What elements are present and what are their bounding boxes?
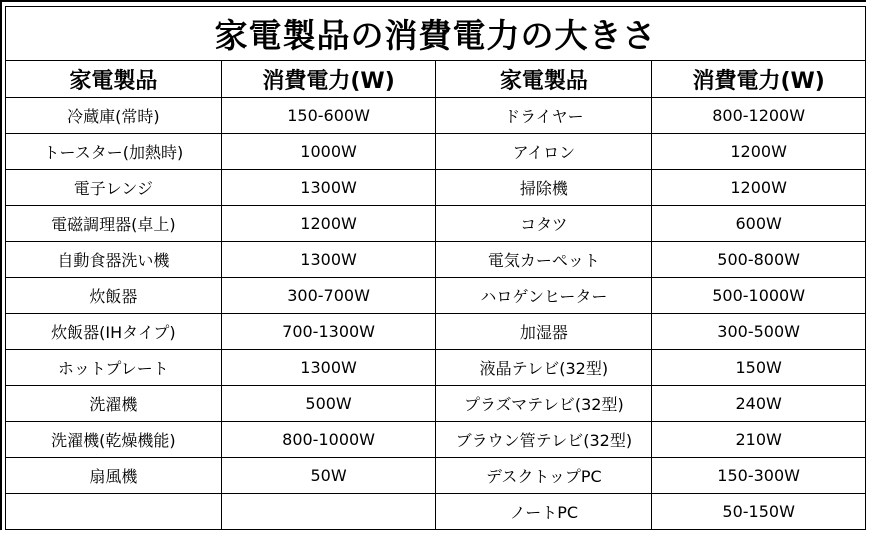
power-right-cell[interactable]: 150-300W <box>652 458 866 494</box>
appliance-left-cell[interactable]: 扇風機 <box>6 458 222 494</box>
power-left-cell[interactable]: 500W <box>221 386 436 422</box>
appliance-right-cell[interactable]: コタツ <box>436 206 652 242</box>
table-row <box>6 206 866 242</box>
appliance-left-cell[interactable]: トースター(加熱時) <box>6 134 222 170</box>
appliance-right-cell[interactable]: ブラウン管テレビ(32型) <box>436 422 652 458</box>
table-row <box>6 494 866 530</box>
power-left-cell[interactable] <box>221 494 436 530</box>
appliance-left-cell[interactable]: 炊飯器 <box>6 278 222 314</box>
appliance-right-cell[interactable]: ノートPC <box>436 494 652 530</box>
header-power-left[interactable]: 消費電力(W) <box>221 61 436 98</box>
power-right-cell[interactable]: 50-150W <box>652 494 866 530</box>
table-row <box>6 350 866 386</box>
power-left-cell[interactable]: 800-1000W <box>221 422 436 458</box>
appliance-left-cell[interactable]: 洗濯機 <box>6 386 222 422</box>
power-right-cell[interactable]: 150W <box>652 350 866 386</box>
power-left-cell[interactable]: 1300W <box>221 350 436 386</box>
appliance-left-cell[interactable]: 炊飯器(IHタイプ) <box>6 314 222 350</box>
appliance-right-cell[interactable]: ドライヤー <box>436 98 652 134</box>
power-right-cell[interactable]: 800-1200W <box>652 98 866 134</box>
appliance-right-cell[interactable]: ハロゲンヒーター <box>436 278 652 314</box>
power-left-cell[interactable]: 300-700W <box>221 278 436 314</box>
table-row <box>6 458 866 494</box>
power-left-cell[interactable]: 150-600W <box>221 98 436 134</box>
appliance-right-cell[interactable]: 電気カーペット <box>436 242 652 278</box>
power-right-cell[interactable]: 500-1000W <box>652 278 866 314</box>
power-right-cell[interactable]: 1200W <box>652 134 866 170</box>
appliance-right-cell[interactable]: デスクトップPC <box>436 458 652 494</box>
power-left-cell[interactable]: 1300W <box>221 170 436 206</box>
power-right-cell[interactable]: 1200W <box>652 170 866 206</box>
header-row <box>6 61 866 98</box>
table-title[interactable]: 家電製品の消費電力の大きさ <box>6 7 866 61</box>
power-right-cell[interactable]: 500-800W <box>652 242 866 278</box>
table-row <box>6 98 866 134</box>
power-left-cell[interactable]: 700-1300W <box>221 314 436 350</box>
table-row <box>6 422 866 458</box>
appliance-left-cell[interactable]: 自動食器洗い機 <box>6 242 222 278</box>
appliance-right-cell[interactable]: プラズマテレビ(32型) <box>436 386 652 422</box>
appliance-left-cell[interactable]: 冷蔵庫(常時) <box>6 98 222 134</box>
appliance-left-cell[interactable]: 洗濯機(乾燥機能) <box>6 422 222 458</box>
power-right-cell[interactable]: 240W <box>652 386 866 422</box>
power-consumption-table <box>5 6 866 530</box>
power-left-cell[interactable]: 1300W <box>221 242 436 278</box>
table-row <box>6 386 866 422</box>
power-right-cell[interactable]: 300-500W <box>652 314 866 350</box>
appliance-left-cell[interactable]: 電子レンジ <box>6 170 222 206</box>
appliance-right-cell[interactable]: アイロン <box>436 134 652 170</box>
table-row <box>6 134 866 170</box>
header-appliance-left[interactable]: 家電製品 <box>6 61 222 98</box>
table-row <box>6 314 866 350</box>
appliance-left-cell[interactable]: 電磁調理器(卓上) <box>6 206 222 242</box>
appliance-right-cell[interactable]: 液晶テレビ(32型) <box>436 350 652 386</box>
table-row <box>6 278 866 314</box>
appliance-right-cell[interactable]: 掃除機 <box>436 170 652 206</box>
table-row <box>6 242 866 278</box>
power-right-cell[interactable]: 600W <box>652 206 866 242</box>
header-power-right[interactable]: 消費電力(W) <box>652 61 866 98</box>
power-left-cell[interactable]: 50W <box>221 458 436 494</box>
appliance-left-cell[interactable]: ホットプレート <box>6 350 222 386</box>
power-left-cell[interactable]: 1000W <box>221 134 436 170</box>
header-appliance-right[interactable]: 家電製品 <box>436 61 652 98</box>
power-right-cell[interactable]: 210W <box>652 422 866 458</box>
table-row <box>6 170 866 206</box>
power-left-cell[interactable]: 1200W <box>221 206 436 242</box>
appliance-right-cell[interactable]: 加湿器 <box>436 314 652 350</box>
title-row <box>6 7 866 61</box>
appliance-left-cell[interactable] <box>6 494 222 530</box>
